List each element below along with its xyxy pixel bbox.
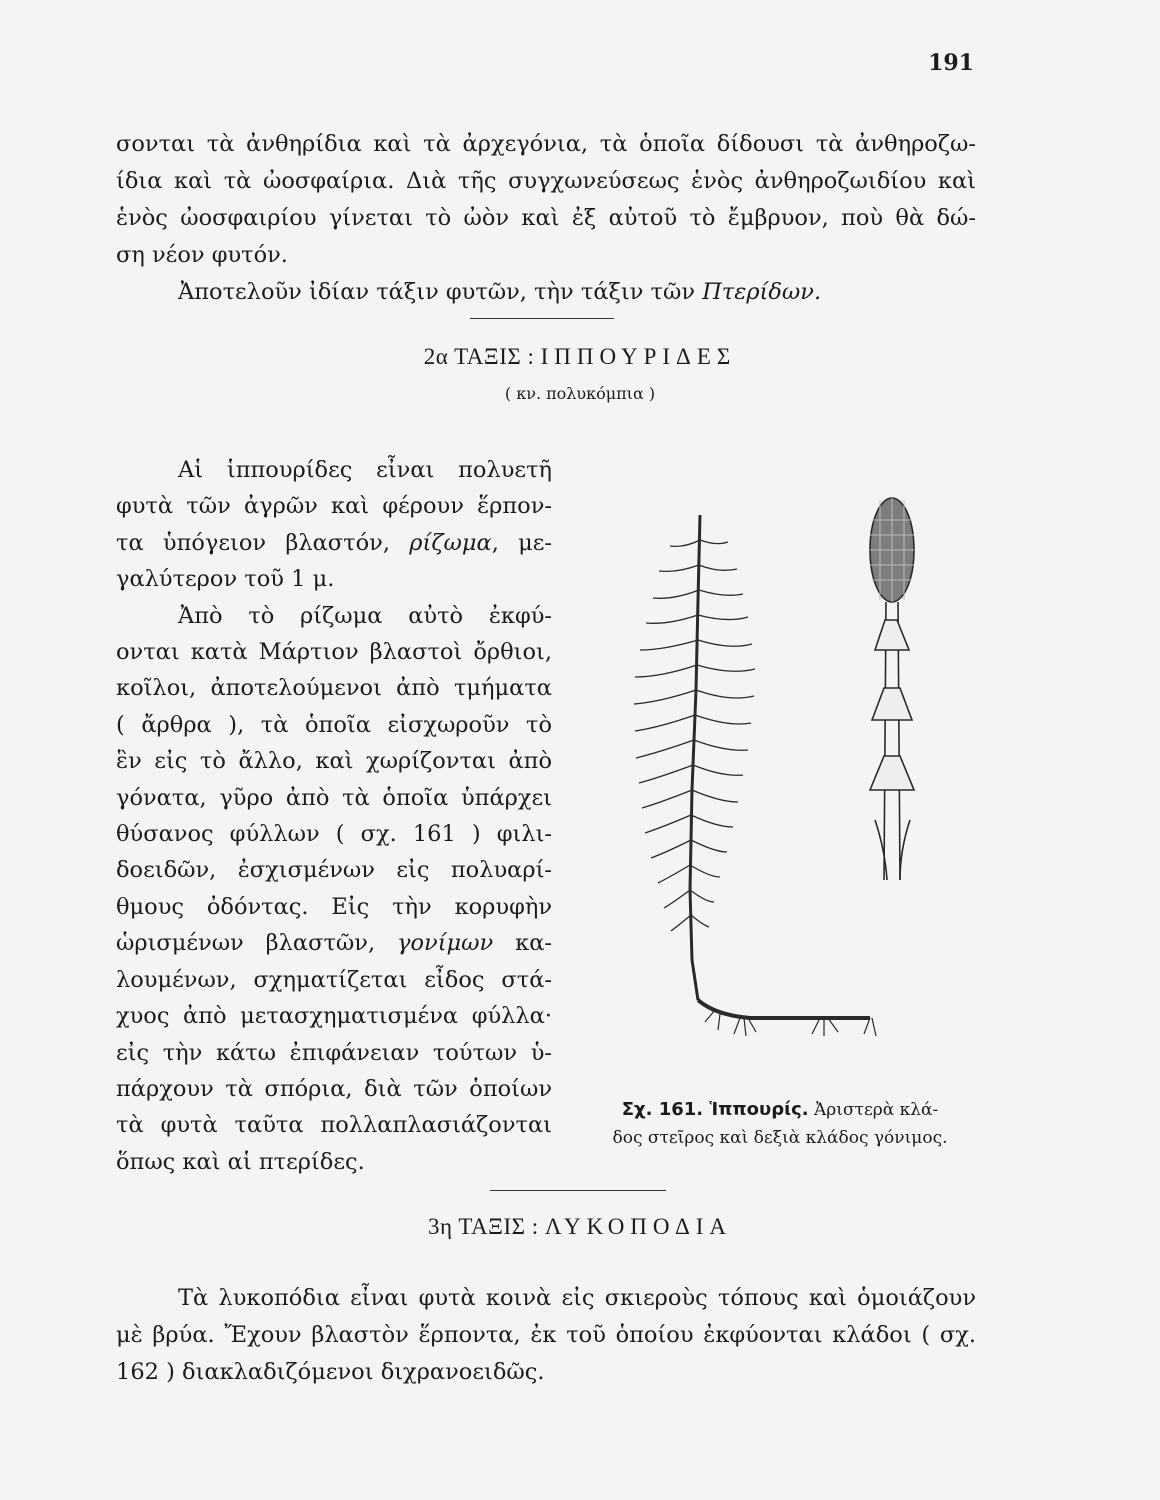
text-line: λουμένων, σχηματίζεται εἶδος στά-	[116, 966, 552, 993]
section-divider	[490, 1190, 666, 1191]
sterile-branch-drawing	[634, 515, 876, 1036]
text-line: Αἱ ἱππουρίδες εἶναι πολυετῆ	[178, 457, 552, 483]
text-line: 162 ) διακλαδιζόμενοι διχρανοειδῶς.	[116, 1359, 545, 1385]
text-line: ἓν εἰς τὸ ἄλλο, καὶ χωρίζονται ἀπὸ	[116, 748, 552, 775]
text-line: δοειδῶν, ἐσχισμένων εἰς πολυαρί-	[116, 857, 552, 884]
lycopodia-paragraph	[116, 1280, 976, 1391]
figure-caption	[580, 1096, 980, 1152]
text-line: ( ἄρθρα ), τὰ ὁποῖα εἰσχωροῦν τὸ	[116, 711, 552, 738]
text-line: ὅπως καὶ αἱ πτερίδες.	[116, 1148, 365, 1175]
italic-term: γονίμων	[397, 930, 494, 957]
caption-text: Ἀριστερὰ κλά-	[808, 1100, 939, 1120]
text-line	[116, 274, 976, 311]
text-line: γαλύτερον τοῦ 1 μ.	[116, 566, 335, 593]
section-heading-lycopodia	[0, 1214, 1160, 1240]
text-fragment: , με-	[491, 529, 553, 556]
text-fragment: τα ὑπόγειον βλαστόν,	[116, 529, 410, 556]
text-line: χυος ἀπὸ μετασχηματισμένα φύλλα·	[116, 1003, 552, 1030]
text-line: ἑνὸς ὠοσφαιρίου γίνεται τὸ ὠὸν καὶ ἐξ αὐτοῦ τὸ ἔμβρυον, ποὺ θὰ δώ-	[116, 205, 976, 231]
text-line: εἰς τὴν κάτω ἐπιφάνειαν τούτων ὑ-	[116, 1039, 552, 1066]
text-line: θύσανος φύλλων ( σχ. 161 ) φιλι-	[116, 821, 552, 848]
italic-term: ρίζωμα	[409, 529, 492, 556]
caption-text: δος στεῖρος καὶ δεξιὰ κλάδος γόνιμος.	[612, 1128, 948, 1148]
horsetail-illustration	[620, 490, 980, 1090]
text-line: σονται τὰ ἀνθηρίδια καὶ τὰ ἀρχεγόνια, τὰ ὁποῖα δίδουσι τὰ ἀνθηροζω-	[116, 131, 976, 157]
intro-paragraph	[116, 126, 976, 311]
section-subtitle: ( κν. πολυκόμπια )	[504, 384, 656, 403]
text-line: φυτὰ τῶν ἀγρῶν καὶ φέρουν ἕρπον-	[116, 493, 552, 520]
text-line: θμους ὀδόντας. Εἰς τὴν κορυφὴν	[116, 893, 552, 920]
hippurides-paragraph	[116, 452, 552, 1180]
text-line: τὰ φυτὰ ταῦτα πολλαπλασιάζονται	[116, 1112, 552, 1139]
text-line: ση νέον φυτόν.	[116, 242, 288, 268]
italic-term: Πτερίδων.	[702, 279, 822, 305]
text-line: κοῖλοι, ἀποτελούμενοι ἀπὸ τμήματα	[116, 675, 552, 702]
text-line: πάρχουν τὰ σπόρια, διὰ τῶν ὁποίων	[116, 1075, 552, 1102]
section-prefix: 3η ΤΑΞΙΣ :	[427, 1214, 545, 1239]
caption-label: Σχ. 161. Ἱππουρίς.	[621, 1099, 809, 1120]
fertile-branch-drawing	[870, 498, 914, 880]
text-fragment: ὡρισμένων βλαστῶν,	[116, 930, 398, 957]
text-line: μὲ βρύα. Ἔχουν βλαστὸν ἕρποντα, ἐκ τοῦ ὁποίου ἐκφύονται κλάδοι ( σχ.	[116, 1322, 976, 1348]
text-line	[116, 925, 552, 961]
text-line: Τὰ λυκοπόδια εἶναι φυτὰ κοινὰ εἰς σκιεροὺς τόπους καὶ ὁμοιάζουν	[178, 1285, 976, 1311]
section-heading-hippurides	[0, 344, 1160, 370]
section-title: ΙΠΠΟΥΡΙΔΕΣ	[540, 344, 737, 369]
text-line: γόνατα, γῦρο ἀπὸ τὰ ὁποῖα ὑπάρχει	[116, 784, 552, 811]
text-line: ονται κατὰ Μάρτιον βλαστοὶ ὄρθιοι,	[116, 639, 552, 666]
text-line	[116, 525, 552, 561]
section-title: ΛΥΚΟΠΟΔΙΑ	[544, 1214, 733, 1239]
text-line: ίδια καὶ τὰ ὠοσφαίρια. Διὰ τῆς συγχωνεύσεως ἑνὸς ἀνθηροζωιδίου καὶ	[116, 168, 976, 194]
text-fragment: Ἀποτελοῦν ἰδίαν τάξιν φυτῶν, τὴν τάξιν τῶν	[178, 279, 703, 305]
text-line: Ἀπὸ τὸ ρίζωμα αὐτὸ ἐκφύ-	[178, 602, 552, 629]
text-fragment: κα-	[493, 930, 552, 957]
section-divider	[470, 318, 614, 319]
section-prefix: 2α ΤΑΞΙΣ :	[423, 344, 541, 369]
page-number: 191	[928, 50, 974, 76]
